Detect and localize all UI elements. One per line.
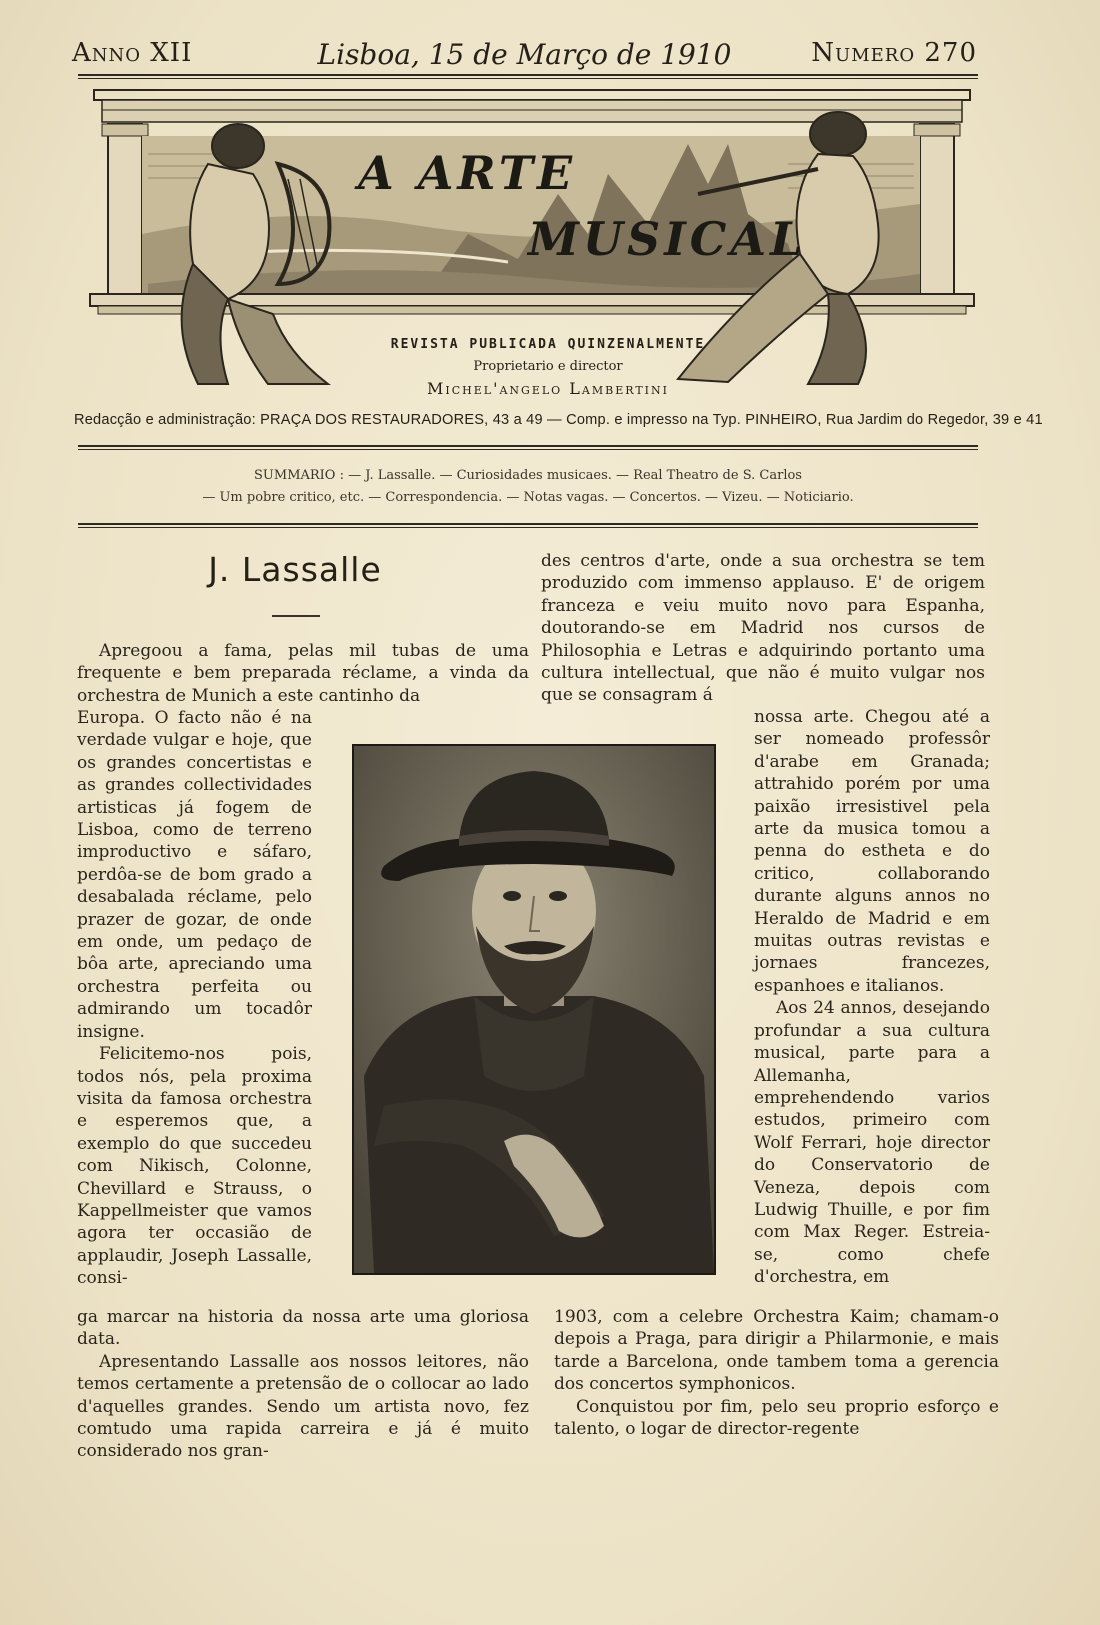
article-col2-narrow [754, 706, 990, 1289]
anno-label: Anno XII [72, 38, 193, 68]
summary-line1: SUMMARIO : — J. Lassalle. — Curiosidades musicaes. — Real Theatro de S. Carlos [254, 468, 802, 483]
paragraph: nossa arte. Chegou até a ser nomeado professôr d'arabe em Granada; attrahido porém por uma paixão irresistivel pela arte da musica tomou a penna do estheta e do critico, collaborando durante alguns annos no Heraldo de Madrid e em muitas outras revistas e jornaes francezes, espanhoes e italianos. [754, 707, 990, 996]
issue-date: Lisboa, 15 de Março de 1910 [317, 38, 732, 71]
paragraph: 1903, com a celebre Orchestra Kaim; chamam-o depois a Praga, para dirigir a Philarmonie, e mais tarde a Barcelona, onde tambem toma a gerencia dos concertos symphonicos. [554, 1307, 999, 1395]
paragraph: Conquistou por fim, pelo seu proprio esforço e talento, o logar de director-regente [554, 1396, 999, 1440]
article-col2-top [541, 550, 985, 707]
masthead-director: Michel'angelo Lambertini [427, 379, 669, 398]
article-col2-bottom [554, 1306, 999, 1440]
issue-header [72, 38, 977, 70]
masthead-title-line2: MUSICAL [528, 212, 807, 266]
paragraph: Felicitemo-nos pois, todos nós, pela proxima visita da famosa orchestra e esperemos que, a exemplo do que succedeu com Nikisch, Colonne, Chevillard e Strauss, o Kappellmeister que vamos agora ter occasião de applaudir, Joseph Lassalle, consi- [77, 1044, 312, 1289]
portrait-illustration [354, 746, 714, 1273]
article-col1-bottom [77, 1306, 529, 1463]
masthead-proprietario: Proprietario e director [473, 359, 623, 374]
paragraph: Apregoou a fama, pelas mil tubas de uma frequente e bem preparada réclame, a vinda da orchestra de Munich a este cantinho da [77, 641, 529, 706]
header-rule [78, 74, 978, 76]
paragraph: des centros d'arte, onde a sua orchestra se tem produzido com immenso applauso. E' de origem franceza e veiu muito novo para Espanha, doutorando-se em Madrid nos cursos de Philosophia e Letras e adquirindo portanto uma cultura intellectual, que não é muito vulgar nos que se consagram á [541, 551, 985, 706]
summary-bottom-rule-thin [78, 527, 978, 528]
paragraph: ga marcar na historia da nossa arte uma gloriosa data. [77, 1307, 529, 1350]
summary-bottom-rule [78, 523, 978, 525]
summary-top-rule-thin [78, 449, 978, 450]
portrait-photo [352, 744, 716, 1275]
paragraph: Europa. O facto não é na verdade vulgar e hoje, que os grandes concertistas e as grandes collectividades artisticas já fogem de Lisboa, como de terreno improductivo e sáfaro, perdôa-se de bom grado a desabalada réclame, pelo prazer de gozar, de onde em onde, um pedaço de bôa arte, apreciando uma orchestra perfeita ou admirando um tocadôr insigne. [77, 708, 312, 1042]
title-dash [272, 615, 320, 617]
masthead [88, 84, 976, 404]
article-col1-narrow [77, 707, 312, 1290]
header-rule-thin [78, 78, 978, 79]
summary-top-rule [78, 445, 978, 447]
article-title: J. Lassalle [208, 550, 382, 589]
paragraph: Apresentando Lassalle aos nossos leitores, não temos certamente a pretensão de o collocar ao lado d'aquelles grandes. Sendo um artista novo, fez comtudo uma rapida carreira e já é muito considerado nos gran- [77, 1351, 529, 1462]
paragraph: Aos 24 annos, desejando profundar a sua cultura musical, parte para a Allemanha, emprehendendo varios estudos, primeiro com Wolf Ferrari, hoje director do Conservatorio de Veneza, depois com Ludwig Thuille, e por fim com Max Reger. Estreia-se, como chefe d'orchestra, em [754, 998, 990, 1288]
masthead-title-line1: A ARTE [358, 146, 577, 200]
numero-label: Numero 270 [811, 38, 977, 68]
summary-line2: — Um pobre critico, etc. — Correspondencia. — Notas vagas. — Concertos. — Vizeu. — Noticiario. [202, 490, 854, 505]
masthead-subtitle: REVISTA PUBLICADA QUINZENALMENTE [390, 337, 706, 352]
redaccao-line: Redacção e administração: PRAÇA DOS RESTAURADORES, 43 a 49 — Comp. e impresso na Typ. PINHEIRO, Rua Jardim do Regedor, 39 e 41 [74, 412, 1043, 428]
article-col1-intro [77, 640, 529, 707]
